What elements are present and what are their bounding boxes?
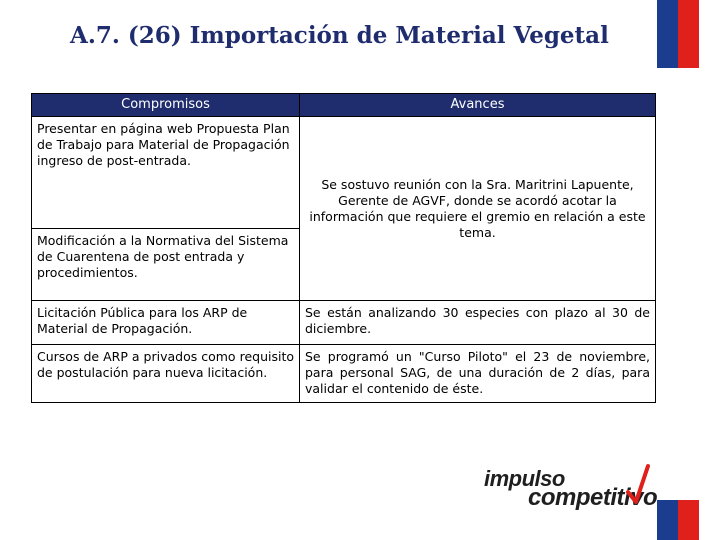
avance-cell: Se programó un "Curso Piloto" el 23 de noviembre, para personal SAG, de una duración de 2 días, para validar el contenido de éste. [300, 345, 656, 403]
page-title: A.7. (26) Importación de Material Vegetal [70, 22, 609, 49]
flag-stripe-red-bottom [678, 500, 699, 540]
logo-line2: competitivo [528, 484, 658, 511]
compromiso-cell: Licitación Pública para los ARP de Material de Propagación. [32, 301, 300, 345]
table-row [32, 301, 656, 345]
table-header-row [32, 94, 656, 117]
header-avances: Avances [300, 94, 656, 117]
checkmark-icon [626, 462, 650, 506]
compromiso-cell: Presentar en página web Propuesta Plan de Trabajo para Material de Propagación ingreso de post-entrada. [32, 117, 300, 229]
avance-cell-merged: Se sostuvo reunión con la Sra. Maritrini Lapuente, Gerente de AGVF, donde se acordó acotar la información que requiere el gremio en relación a este tema. [300, 117, 656, 301]
commitments-table [31, 93, 656, 403]
avance-cell: Se están analizando 30 especies con plazo al 30 de diciembre. [300, 301, 656, 345]
logo-line1: impulso [484, 466, 565, 491]
compromiso-cell: Cursos de ARP a privados como requisito de postulación para nueva licitación. [32, 345, 300, 403]
header-compromisos: Compromisos [32, 94, 300, 117]
impulso-competitivo-logo [476, 462, 656, 522]
flag-stripe-blue-bottom [657, 500, 678, 540]
compromiso-cell: Modificación a la Normativa del Sistema de Cuarentena de post entrada y procedimientos. [32, 229, 300, 301]
table-row [32, 345, 656, 403]
table-row [32, 117, 656, 229]
flag-stripe-red [678, 0, 699, 68]
